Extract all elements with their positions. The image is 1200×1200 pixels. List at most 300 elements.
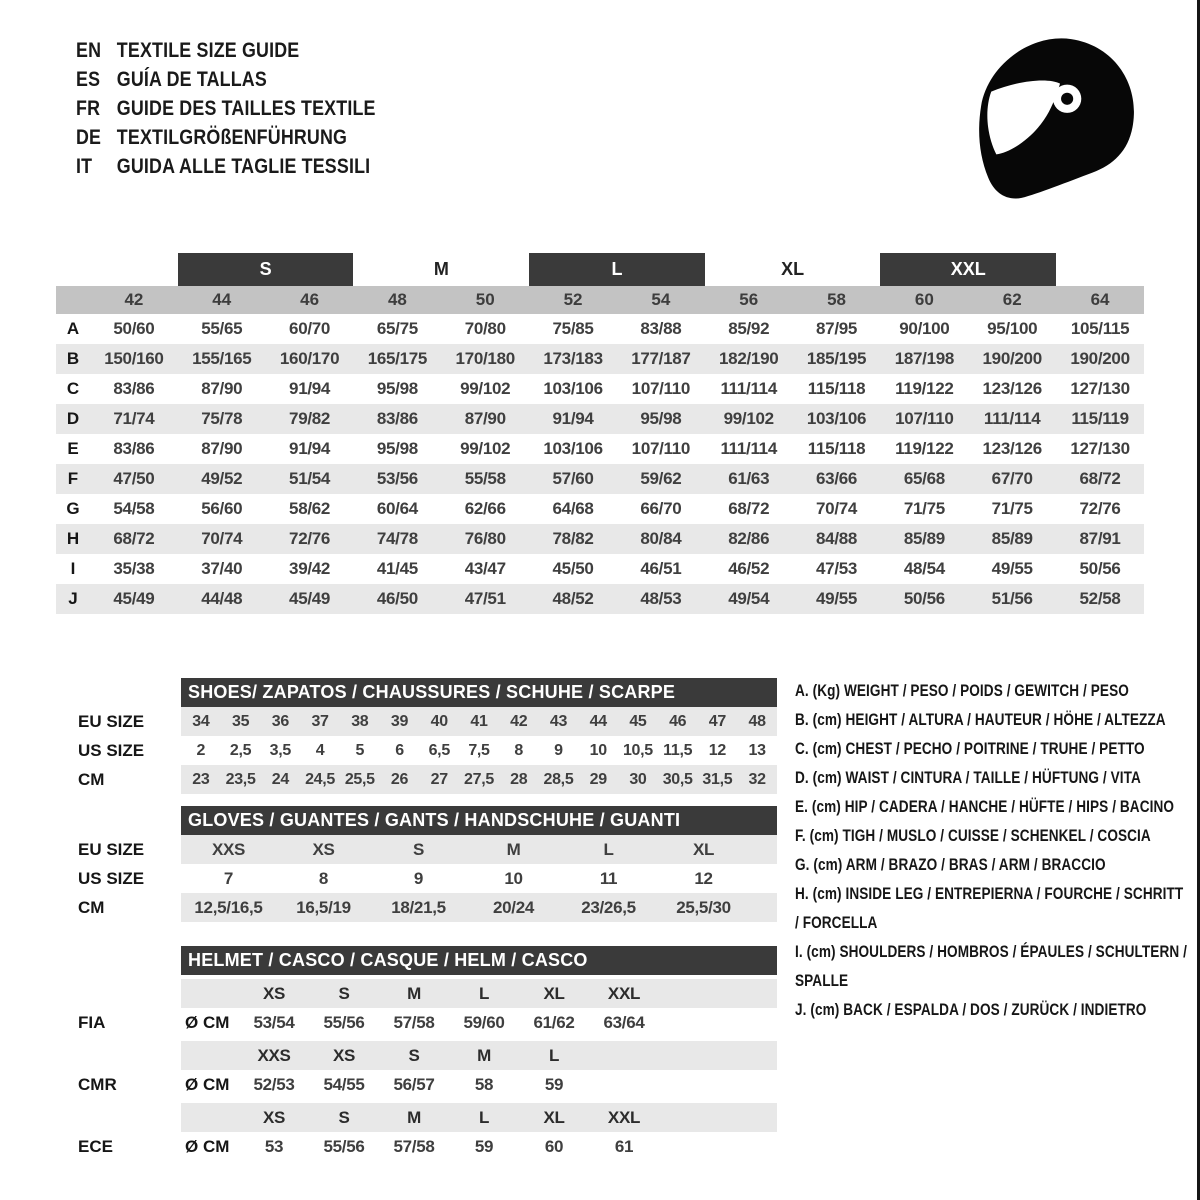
measurement-cell: 119/122 — [895, 379, 954, 398]
size-value: 57/58 — [393, 1012, 435, 1032]
measurement-cell: 115/118 — [807, 379, 866, 398]
measurement-cell: 111/114 — [720, 379, 777, 398]
measurement-rows — [56, 314, 1144, 614]
guide-title: GUIDA ALLE TAGLIE TESSILI — [116, 155, 371, 178]
helmet-values — [239, 1013, 659, 1033]
size-label: XL — [543, 1107, 565, 1127]
measurement-cell: 55/58 — [464, 469, 506, 488]
measurement-cell: 46/52 — [728, 559, 770, 578]
measurement-row — [56, 464, 1144, 494]
size-value: 60 — [544, 1136, 564, 1156]
measurement-row — [56, 554, 1144, 584]
measurement-cell: 105/115 — [1070, 319, 1130, 338]
measurement-cell: 99/102 — [460, 439, 511, 458]
size-value: 58 — [474, 1074, 494, 1094]
measurement-cell: 52/58 — [1079, 589, 1121, 608]
size-label: M — [407, 983, 421, 1003]
measurement-cell: 90/100 — [899, 319, 950, 338]
numeric-size-label: 58 — [827, 290, 846, 309]
size-group-text: S — [259, 259, 272, 279]
measurement-cell: 61/63 — [728, 469, 770, 488]
measurement-cell: 55/65 — [201, 319, 243, 338]
helmet-table-title: HELMET / CASCO / CASQUE / HELM / CASCO — [181, 946, 777, 975]
numeric-size-label: 48 — [387, 290, 407, 309]
measurement-cell: 49/55 — [816, 589, 858, 608]
measurement-cell: 46/51 — [640, 559, 682, 578]
size-value: 11,5 — [663, 741, 693, 759]
unit-label: Ø CM — [185, 1012, 230, 1032]
row-label: CM — [78, 769, 105, 789]
measurement-cell: 70/74 — [816, 499, 858, 518]
measurement-cell: 59/62 — [640, 469, 682, 488]
numeric-size-label: 44 — [212, 290, 232, 309]
measurement-cell: 80/84 — [640, 529, 682, 548]
measurement-cell: 85/89 — [991, 529, 1033, 548]
measurement-cell: 44/48 — [201, 589, 243, 608]
measurement-cell: 127/130 — [1070, 379, 1130, 398]
size-value: 42 — [510, 712, 528, 730]
size-group-text: XL — [781, 259, 805, 279]
row-label: US SIZE — [78, 868, 145, 888]
measurement-cell: 49/55 — [991, 559, 1033, 578]
size-label: M — [477, 1045, 491, 1065]
size-value: 63/64 — [603, 1012, 645, 1032]
size-value: 5 — [355, 741, 365, 759]
measurement-cell: 95/98 — [376, 439, 418, 458]
measurement-cell: 68/72 — [1079, 469, 1121, 488]
size-value: 12 — [708, 741, 726, 759]
shoes-values — [181, 742, 777, 760]
gloves-row — [78, 864, 777, 893]
standard-label: CMR — [78, 1075, 117, 1094]
language-title-row — [76, 36, 376, 65]
measurement-cell: 87/90 — [201, 379, 243, 398]
measurement-cell: 63/66 — [816, 469, 858, 488]
size-value: 25,5 — [344, 770, 375, 788]
legend-item: I. (cm) SHOULDERS / HOMBROS / ÉPAULES / SCHULTERN / SPALLE — [795, 942, 1187, 990]
size-label: XXL — [607, 983, 641, 1003]
size-value: 4 — [315, 741, 325, 759]
measurement-cell: 71/75 — [903, 499, 945, 518]
size-value: S — [412, 839, 425, 859]
gloves-size-table — [78, 806, 777, 922]
gloves-values — [181, 840, 751, 860]
size-value: 59 — [544, 1074, 564, 1094]
gloves-rows — [78, 835, 777, 922]
size-label: L — [548, 1045, 560, 1065]
shoes-rows — [78, 707, 777, 794]
measurement-cell: 45/50 — [552, 559, 594, 578]
measurement-row — [56, 494, 1144, 524]
gloves-values — [181, 869, 751, 889]
size-value: XL — [692, 839, 715, 859]
measurement-cell: 66/70 — [640, 499, 682, 518]
measurement-cell: 185/195 — [806, 349, 867, 368]
measurement-cell: 58/62 — [289, 499, 331, 518]
measurement-cell: 65/75 — [376, 319, 418, 338]
size-value: 7,5 — [468, 741, 490, 759]
size-value — [589, 1075, 659, 1095]
measurement-cell: 76/80 — [464, 529, 506, 548]
measurement-cell: 84/88 — [816, 529, 858, 548]
measurement-cell: 60/70 — [289, 319, 331, 338]
measurement-cell: 78/82 — [552, 529, 594, 548]
row-letter: A — [66, 319, 80, 338]
size-value: 55/56 — [323, 1136, 365, 1156]
size-label: XXL — [607, 1107, 641, 1127]
size-value: 12 — [694, 868, 713, 888]
measurement-cell: 150/160 — [104, 349, 164, 368]
helmet-sizes-row — [181, 1103, 777, 1132]
measurement-cell: 67/70 — [991, 469, 1033, 488]
main-size-table — [56, 253, 1144, 614]
gloves-values — [181, 898, 751, 918]
size-value: 61/62 — [533, 1012, 575, 1032]
size-value: 28,5 — [543, 770, 574, 788]
measurement-cell: 75/85 — [552, 319, 594, 338]
size-value: 48 — [748, 712, 766, 730]
row-label: EU SIZE — [78, 711, 145, 731]
shoes-values — [181, 771, 777, 789]
numeric-size-label: 52 — [563, 290, 583, 309]
legend-item: H. (cm) INSIDE LEG / ENTREPIERNA / FOURCHE / SCHRITT / FORCELLA — [795, 884, 1184, 932]
numeric-size-label: 60 — [914, 290, 934, 309]
size-value: 10,5 — [622, 741, 653, 759]
row-label: US SIZE — [78, 740, 145, 760]
measurement-cell: 155/165 — [192, 349, 252, 368]
language-code: ES — [76, 68, 101, 91]
measurement-cell: 48/53 — [640, 589, 682, 608]
size-label — [589, 1046, 659, 1066]
size-label: XL — [543, 983, 565, 1003]
measurement-cell: 49/52 — [201, 469, 243, 488]
measurement-cell: 75/78 — [201, 409, 243, 428]
size-label: L — [478, 983, 490, 1003]
size-group-label — [529, 253, 705, 286]
size-label: XXS — [257, 1045, 291, 1065]
size-value: 59/60 — [463, 1012, 505, 1032]
measurement-row — [56, 584, 1144, 614]
size-value: XS — [312, 839, 335, 859]
standard-label: FIA — [78, 1013, 106, 1032]
language-title-row — [76, 65, 376, 94]
measurement-row — [56, 524, 1144, 554]
gloves-row — [78, 893, 777, 922]
measurement-cell: 71/74 — [113, 409, 155, 428]
size-value: 12,5/16,5 — [194, 897, 263, 917]
measurement-cell: 107/110 — [631, 439, 691, 458]
size-value: 10 — [589, 741, 607, 759]
measurement-cell: 190/200 — [982, 349, 1042, 368]
size-value: 38 — [351, 712, 369, 730]
language-code: IT — [76, 155, 93, 178]
helmet-sizes-row — [181, 979, 777, 1008]
size-value: 46 — [669, 712, 687, 730]
measurement-cell: 170/180 — [455, 349, 515, 368]
size-value: 35 — [231, 712, 250, 730]
size-value: 10 — [504, 868, 523, 888]
measurement-cell: 64/68 — [552, 499, 594, 518]
numeric-size-header-row — [56, 286, 1144, 314]
helmet-values — [239, 1137, 659, 1157]
language-title-row — [76, 123, 376, 152]
measurement-cell: 83/88 — [640, 319, 682, 338]
row-letter: I — [70, 559, 76, 578]
size-value: L — [603, 839, 614, 859]
numeric-size-label: 50 — [475, 290, 495, 309]
measurement-cell: 83/86 — [113, 379, 155, 398]
measurement-cell: 50/60 — [113, 319, 155, 338]
size-value: 31,5 — [702, 770, 733, 788]
measurement-cell: 83/86 — [113, 439, 155, 458]
measurement-cell: 91/94 — [289, 379, 331, 398]
size-label: XS — [262, 983, 286, 1003]
size-value: 30 — [629, 770, 647, 788]
size-value: 27 — [430, 770, 448, 788]
size-value: XXS — [211, 839, 246, 859]
size-value: 25,5/30 — [676, 897, 731, 917]
size-value: 59 — [474, 1136, 494, 1156]
size-value: 26 — [390, 770, 409, 788]
row-label: EU SIZE — [78, 839, 145, 859]
measurement-cell: 165/175 — [367, 349, 428, 368]
measurement-cell: 70/74 — [201, 529, 243, 548]
size-value: 36 — [271, 712, 289, 730]
row-letter: G — [66, 499, 80, 518]
measurement-cell: 190/200 — [1070, 349, 1130, 368]
size-value: M — [506, 839, 521, 859]
measurement-cell: 103/106 — [806, 409, 867, 428]
shoes-row — [78, 765, 777, 794]
guide-title: GUÍA DE TALLAS — [116, 68, 267, 91]
measurement-row — [56, 434, 1144, 464]
measurement-cell: 62/66 — [464, 499, 506, 518]
numeric-size-label: 42 — [124, 290, 144, 309]
helmet-sizes-row — [181, 1041, 777, 1070]
measurement-cell: 57/60 — [552, 469, 594, 488]
measurement-cell: 79/82 — [289, 409, 331, 428]
measurement-cell: 51/54 — [289, 469, 331, 488]
measurement-cell: 95/100 — [987, 319, 1038, 338]
measurement-row — [56, 344, 1144, 374]
language-code: DE — [76, 126, 102, 149]
measurement-cell: 53/56 — [376, 469, 418, 488]
racing-helmet-icon — [975, 33, 1137, 205]
gloves-row — [78, 835, 777, 864]
legend-item: E. (cm) HIP / CADERA / HANCHE / HÜFTE / HIPS / BACINO — [795, 797, 1175, 816]
size-group-label — [90, 253, 178, 286]
measurement-cell: 45/49 — [113, 589, 155, 608]
size-value: 55/56 — [323, 1012, 365, 1032]
guide-title: TEXTILGRÖßENFÜHRUNG — [116, 126, 348, 149]
measurement-cell: 99/102 — [460, 379, 511, 398]
size-group-label — [1056, 253, 1144, 286]
measurement-row — [56, 404, 1144, 434]
measurement-row — [56, 314, 1144, 344]
measurement-cell: 72/76 — [289, 529, 331, 548]
numeric-size-label: 54 — [651, 290, 671, 309]
legend-item: A. (Kg) WEIGHT / PESO / POIDS / GEWITCH / PESO — [795, 681, 1129, 700]
size-label: XS — [332, 1045, 356, 1065]
size-value: 45 — [629, 712, 647, 730]
size-value: 27,5 — [464, 770, 494, 788]
measurement-cell: 111/114 — [983, 409, 1041, 428]
size-value: 52/53 — [253, 1074, 295, 1094]
measurement-cell: 39/42 — [289, 559, 331, 578]
size-value: 40 — [430, 712, 448, 730]
measurement-cell: 103/106 — [543, 379, 603, 398]
size-value: 23 — [192, 770, 210, 788]
shoes-table-title: SHOES/ ZAPATOS / CHAUSSURES / SCHUHE / SCARPE — [181, 678, 777, 707]
measurement-cell: 119/122 — [895, 439, 954, 458]
guide-title: GUIDE DES TAILLES TEXTILE — [116, 97, 376, 120]
language-code: EN — [76, 39, 102, 62]
row-letter: E — [67, 439, 79, 458]
measurement-cell: 51/56 — [991, 589, 1033, 608]
gloves-table-title: GLOVES / GUANTES / GANTS / HANDSCHUHE / GUANTI — [181, 806, 777, 835]
corner-cell — [56, 286, 90, 314]
legend-item: J. (cm) BACK / ESPALDA / DOS / ZURÜCK / INDIETRO — [795, 1000, 1147, 1019]
measurement-cell: 41/45 — [376, 559, 418, 578]
standard-label: ECE — [78, 1137, 113, 1156]
helmet-size-table — [78, 946, 777, 1161]
unit-label: Ø CM — [185, 1136, 230, 1156]
measurement-cell: 43/47 — [464, 559, 506, 578]
row-letter: J — [68, 589, 78, 608]
size-group-label — [705, 253, 881, 286]
measurement-cell: 87/95 — [816, 319, 858, 338]
helmet-values-row — [181, 1008, 777, 1037]
size-label: XS — [262, 1107, 286, 1127]
measurement-cell: 111/114 — [720, 439, 777, 458]
row-letter: F — [67, 469, 79, 488]
measurement-cell: 87/90 — [201, 439, 243, 458]
size-value: 2 — [196, 741, 206, 759]
size-group-header-row — [56, 253, 1144, 286]
size-group-label — [178, 253, 354, 286]
measurement-cell: 85/89 — [903, 529, 945, 548]
measurement-cell: 50/56 — [1079, 559, 1121, 578]
size-value: 23,5 — [225, 770, 256, 788]
size-value: 2,5 — [229, 741, 252, 759]
size-value: 28 — [510, 770, 528, 788]
size-value: 18/21,5 — [391, 897, 446, 917]
size-value: 56/57 — [393, 1074, 435, 1094]
measurement-row — [56, 374, 1144, 404]
helmet-standard-group — [78, 1103, 777, 1161]
helmet-size-labels — [239, 1108, 659, 1128]
measurement-legend — [795, 676, 1189, 1024]
size-value: 37 — [311, 712, 329, 730]
measurement-cell: 115/119 — [1071, 409, 1129, 428]
measurement-cell: 85/92 — [728, 319, 770, 338]
measurement-cell: 91/94 — [552, 409, 594, 428]
language-title-list — [76, 36, 376, 181]
legend-item: B. (cm) HEIGHT / ALTURA / HAUTEUR / HÖHE / ALTEZZA — [795, 710, 1166, 729]
shoes-values — [181, 713, 777, 731]
legend-item: D. (cm) WAIST / CINTURA / TAILLE / HÜFTUNG / VITA — [795, 768, 1141, 787]
size-value: 57/58 — [393, 1136, 435, 1156]
measurement-cell: 103/106 — [543, 439, 603, 458]
measurement-cell: 87/91 — [1079, 529, 1121, 548]
measurement-cell: 173/183 — [543, 349, 603, 368]
row-letter: C — [66, 379, 80, 398]
measurement-cell: 37/40 — [201, 559, 243, 578]
measurement-cell: 87/90 — [464, 409, 506, 428]
size-value: 29 — [589, 770, 607, 788]
helmet-values-row — [181, 1132, 777, 1161]
helmet-groups — [78, 979, 777, 1161]
size-value: 32 — [748, 770, 766, 788]
size-value: 43 — [549, 712, 568, 730]
helmet-size-labels — [239, 1046, 659, 1066]
size-group-label — [353, 253, 529, 286]
language-title-row — [76, 94, 376, 123]
size-label: S — [338, 1107, 350, 1127]
row-letter: B — [66, 349, 80, 368]
measurement-cell: 50/56 — [903, 589, 945, 608]
measurement-cell: 56/60 — [201, 499, 243, 518]
size-value: 53/54 — [253, 1012, 295, 1032]
measurement-cell: 83/86 — [376, 409, 418, 428]
measurement-cell: 182/190 — [719, 349, 779, 368]
legend-item: G. (cm) ARM / BRAZO / BRAS / ARM / BRACCIO — [795, 855, 1106, 874]
unit-label: Ø CM — [185, 1074, 230, 1094]
legend-item: C. (cm) CHEST / PECHO / POITRINE / TRUHE / PETTO — [795, 739, 1145, 758]
measurement-cell: 70/80 — [464, 319, 506, 338]
measurement-cell: 45/49 — [289, 589, 331, 608]
size-value: 7 — [223, 868, 234, 888]
size-value: 20/24 — [492, 897, 535, 917]
size-value: 13 — [748, 741, 766, 759]
size-value: 11 — [599, 868, 618, 888]
legend-item: F. (cm) TIGH / MUSLO / CUISSE / SCHENKEL / COSCIA — [795, 826, 1151, 845]
size-value: 9 — [554, 741, 563, 759]
helmet-standard-group — [78, 979, 777, 1037]
guide-title: TEXTILE SIZE GUIDE — [116, 39, 300, 62]
size-label: S — [408, 1045, 420, 1065]
measurement-cell: 95/98 — [640, 409, 682, 428]
helmet-size-labels — [239, 984, 659, 1004]
measurement-cell: 71/75 — [991, 499, 1033, 518]
measurement-cell: 82/86 — [728, 529, 770, 548]
measurement-cell: 35/38 — [113, 559, 155, 578]
size-value: 8 — [514, 741, 524, 759]
measurement-cell: 68/72 — [113, 529, 155, 548]
helmet-values — [239, 1075, 659, 1095]
measurement-cell: 54/58 — [113, 499, 155, 518]
row-letter: H — [66, 529, 80, 548]
size-value: 3,5 — [269, 741, 291, 759]
measurement-cell: 60/64 — [376, 499, 418, 518]
measurement-cell: 48/54 — [903, 559, 945, 578]
measurement-cell: 47/51 — [464, 589, 506, 608]
size-label: L — [478, 1107, 490, 1127]
language-code: FR — [76, 97, 101, 120]
size-value: 30,5 — [662, 770, 693, 788]
size-group-text: L — [611, 259, 623, 279]
language-title-row — [76, 152, 376, 181]
measurement-cell: 123/126 — [982, 439, 1042, 458]
helmet-standard-group — [78, 1041, 777, 1099]
size-value: 44 — [589, 712, 607, 730]
measurement-cell: 46/50 — [376, 589, 418, 608]
size-value: 41 — [470, 712, 488, 730]
measurement-cell: 115/118 — [807, 439, 866, 458]
size-value: 53 — [264, 1136, 284, 1156]
numeric-size-label: 46 — [300, 290, 320, 309]
measurement-cell: 47/50 — [113, 469, 155, 488]
